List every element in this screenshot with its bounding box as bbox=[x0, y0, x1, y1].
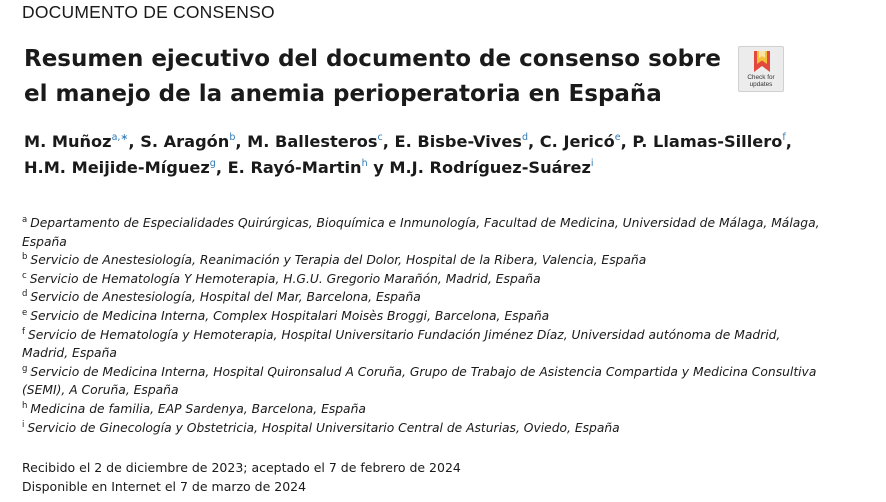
author-separator: , bbox=[785, 132, 792, 151]
affiliation-link[interactable]: i bbox=[590, 158, 594, 169]
author-separator: , bbox=[382, 132, 395, 151]
author-name: P. Llamas-Sillero bbox=[632, 132, 783, 151]
affiliation-text: Madrid, España bbox=[22, 346, 117, 361]
online-date: Disponible en Internet el 7 de marzo de 2024 bbox=[22, 479, 307, 494]
affiliation-text: Servicio de Medicina Interna, Complex Hospitalari Moisès Broggi, Barcelona, España bbox=[30, 308, 550, 323]
author-separator: , bbox=[128, 132, 141, 151]
affiliation-text: Servicio de Ginecología y Obstetricia, Hospital Universitario Central de Asturias, Oviedo, España bbox=[27, 420, 620, 435]
affiliation-key: h bbox=[22, 400, 28, 411]
affiliation-text: España bbox=[22, 234, 67, 249]
affiliation-link[interactable]: d bbox=[521, 132, 528, 143]
author-name: M.J. Rodríguez-Suárez bbox=[389, 158, 591, 177]
affiliation-item bbox=[22, 363, 874, 400]
article-dates bbox=[22, 458, 461, 496]
title-line: el manejo de la anemia perioperatoria en España bbox=[24, 81, 662, 107]
affiliation-item bbox=[22, 288, 874, 307]
affiliation-link[interactable]: h bbox=[361, 158, 368, 169]
affiliation-key: a bbox=[22, 215, 28, 225]
author-list bbox=[24, 129, 874, 181]
author-separator: y bbox=[367, 158, 390, 177]
section-label: DOCUMENTO DE CONSENSO bbox=[22, 2, 275, 22]
affiliation-text: Servicio de Anestesiología, Reanimación y Terapia del Dolor, Hospital de la Ribera, Valencia, España bbox=[30, 253, 647, 268]
affiliation-key: i bbox=[22, 419, 25, 430]
author-name: M. Ballesteros bbox=[247, 132, 378, 151]
affiliation-text: Servicio de Medicina Interna, Hospital Quironsalud A Coruña, Grupo de Trabajo de Asistencia Compartida y Medicina Consultiva bbox=[30, 364, 817, 379]
affiliation-text: Servicio de Hematología y Hemoterapia, Hospital Universitario Fundación Jiménez Díaz, Universidad autónoma de Madrid, bbox=[28, 327, 781, 342]
affiliation-text: Servicio de Anestesiología, Hospital del Mar, Barcelona, España bbox=[30, 290, 421, 305]
affiliation-link[interactable]: e bbox=[614, 132, 621, 143]
affiliation-text: Departamento de Especialidades Quirúrgicas, Bioquímica e Inmunología, Facultad de Medicina, Universidad de Málaga, Málaga, bbox=[30, 216, 820, 230]
bookmark-icon bbox=[751, 50, 773, 74]
affiliation-text: Medicina de familia, EAP Sardenya, Barcelona, España bbox=[30, 401, 366, 416]
affiliation-key: g bbox=[22, 363, 28, 374]
title-line: Resumen ejecutivo del documento de consenso sobre bbox=[24, 46, 721, 72]
affiliation-text: Servicio de Hematología Y Hemoterapia, H.G.U. Gregorio Marañón, Madrid, España bbox=[29, 271, 541, 286]
affiliation-link[interactable]: c bbox=[377, 132, 383, 143]
affiliation-link[interactable]: f bbox=[782, 132, 786, 143]
received-date: Recibido el 2 de diciembre de 2023; aceptado el 7 de febrero de 2024 bbox=[22, 460, 461, 475]
affiliation-list bbox=[22, 214, 874, 437]
affiliation-key: f bbox=[22, 326, 25, 337]
affiliation-item bbox=[22, 214, 874, 251]
author-name: S. Aragón bbox=[140, 132, 230, 151]
affiliation-item bbox=[22, 326, 874, 363]
author-separator: , bbox=[235, 132, 248, 151]
affiliation-key: b bbox=[22, 252, 28, 263]
check-for-updates-badge[interactable] bbox=[738, 46, 784, 92]
author-separator: , bbox=[620, 132, 633, 151]
affiliation-key: e bbox=[22, 307, 28, 318]
article-title bbox=[24, 42, 724, 112]
author-name: C. Jericó bbox=[539, 132, 615, 151]
affiliation-link[interactable]: b bbox=[229, 132, 236, 143]
author-line bbox=[24, 129, 874, 155]
author-name: E. Bisbe-Vives bbox=[394, 132, 522, 151]
affiliation-text: (SEMI), A Coruña, España bbox=[22, 383, 179, 398]
affiliation-link[interactable]: a,∗ bbox=[111, 132, 129, 143]
author-separator: , bbox=[215, 158, 228, 177]
affiliation-item bbox=[22, 419, 874, 438]
author-name: M. Muñoz bbox=[24, 132, 112, 151]
affiliation-item bbox=[22, 251, 874, 270]
affiliation-key: d bbox=[22, 289, 28, 300]
affiliation-key: c bbox=[22, 270, 27, 281]
affiliation-item bbox=[22, 307, 874, 326]
affiliation-item bbox=[22, 400, 874, 419]
author-name: E. Rayó-Martin bbox=[227, 158, 362, 177]
affiliation-item bbox=[22, 270, 874, 289]
author-line bbox=[24, 155, 874, 181]
badge-label: Check for updates bbox=[747, 74, 775, 88]
author-name: H.M. Meijide-Míguez bbox=[24, 158, 210, 177]
affiliation-link[interactable]: g bbox=[209, 158, 216, 169]
author-separator: , bbox=[527, 132, 540, 151]
